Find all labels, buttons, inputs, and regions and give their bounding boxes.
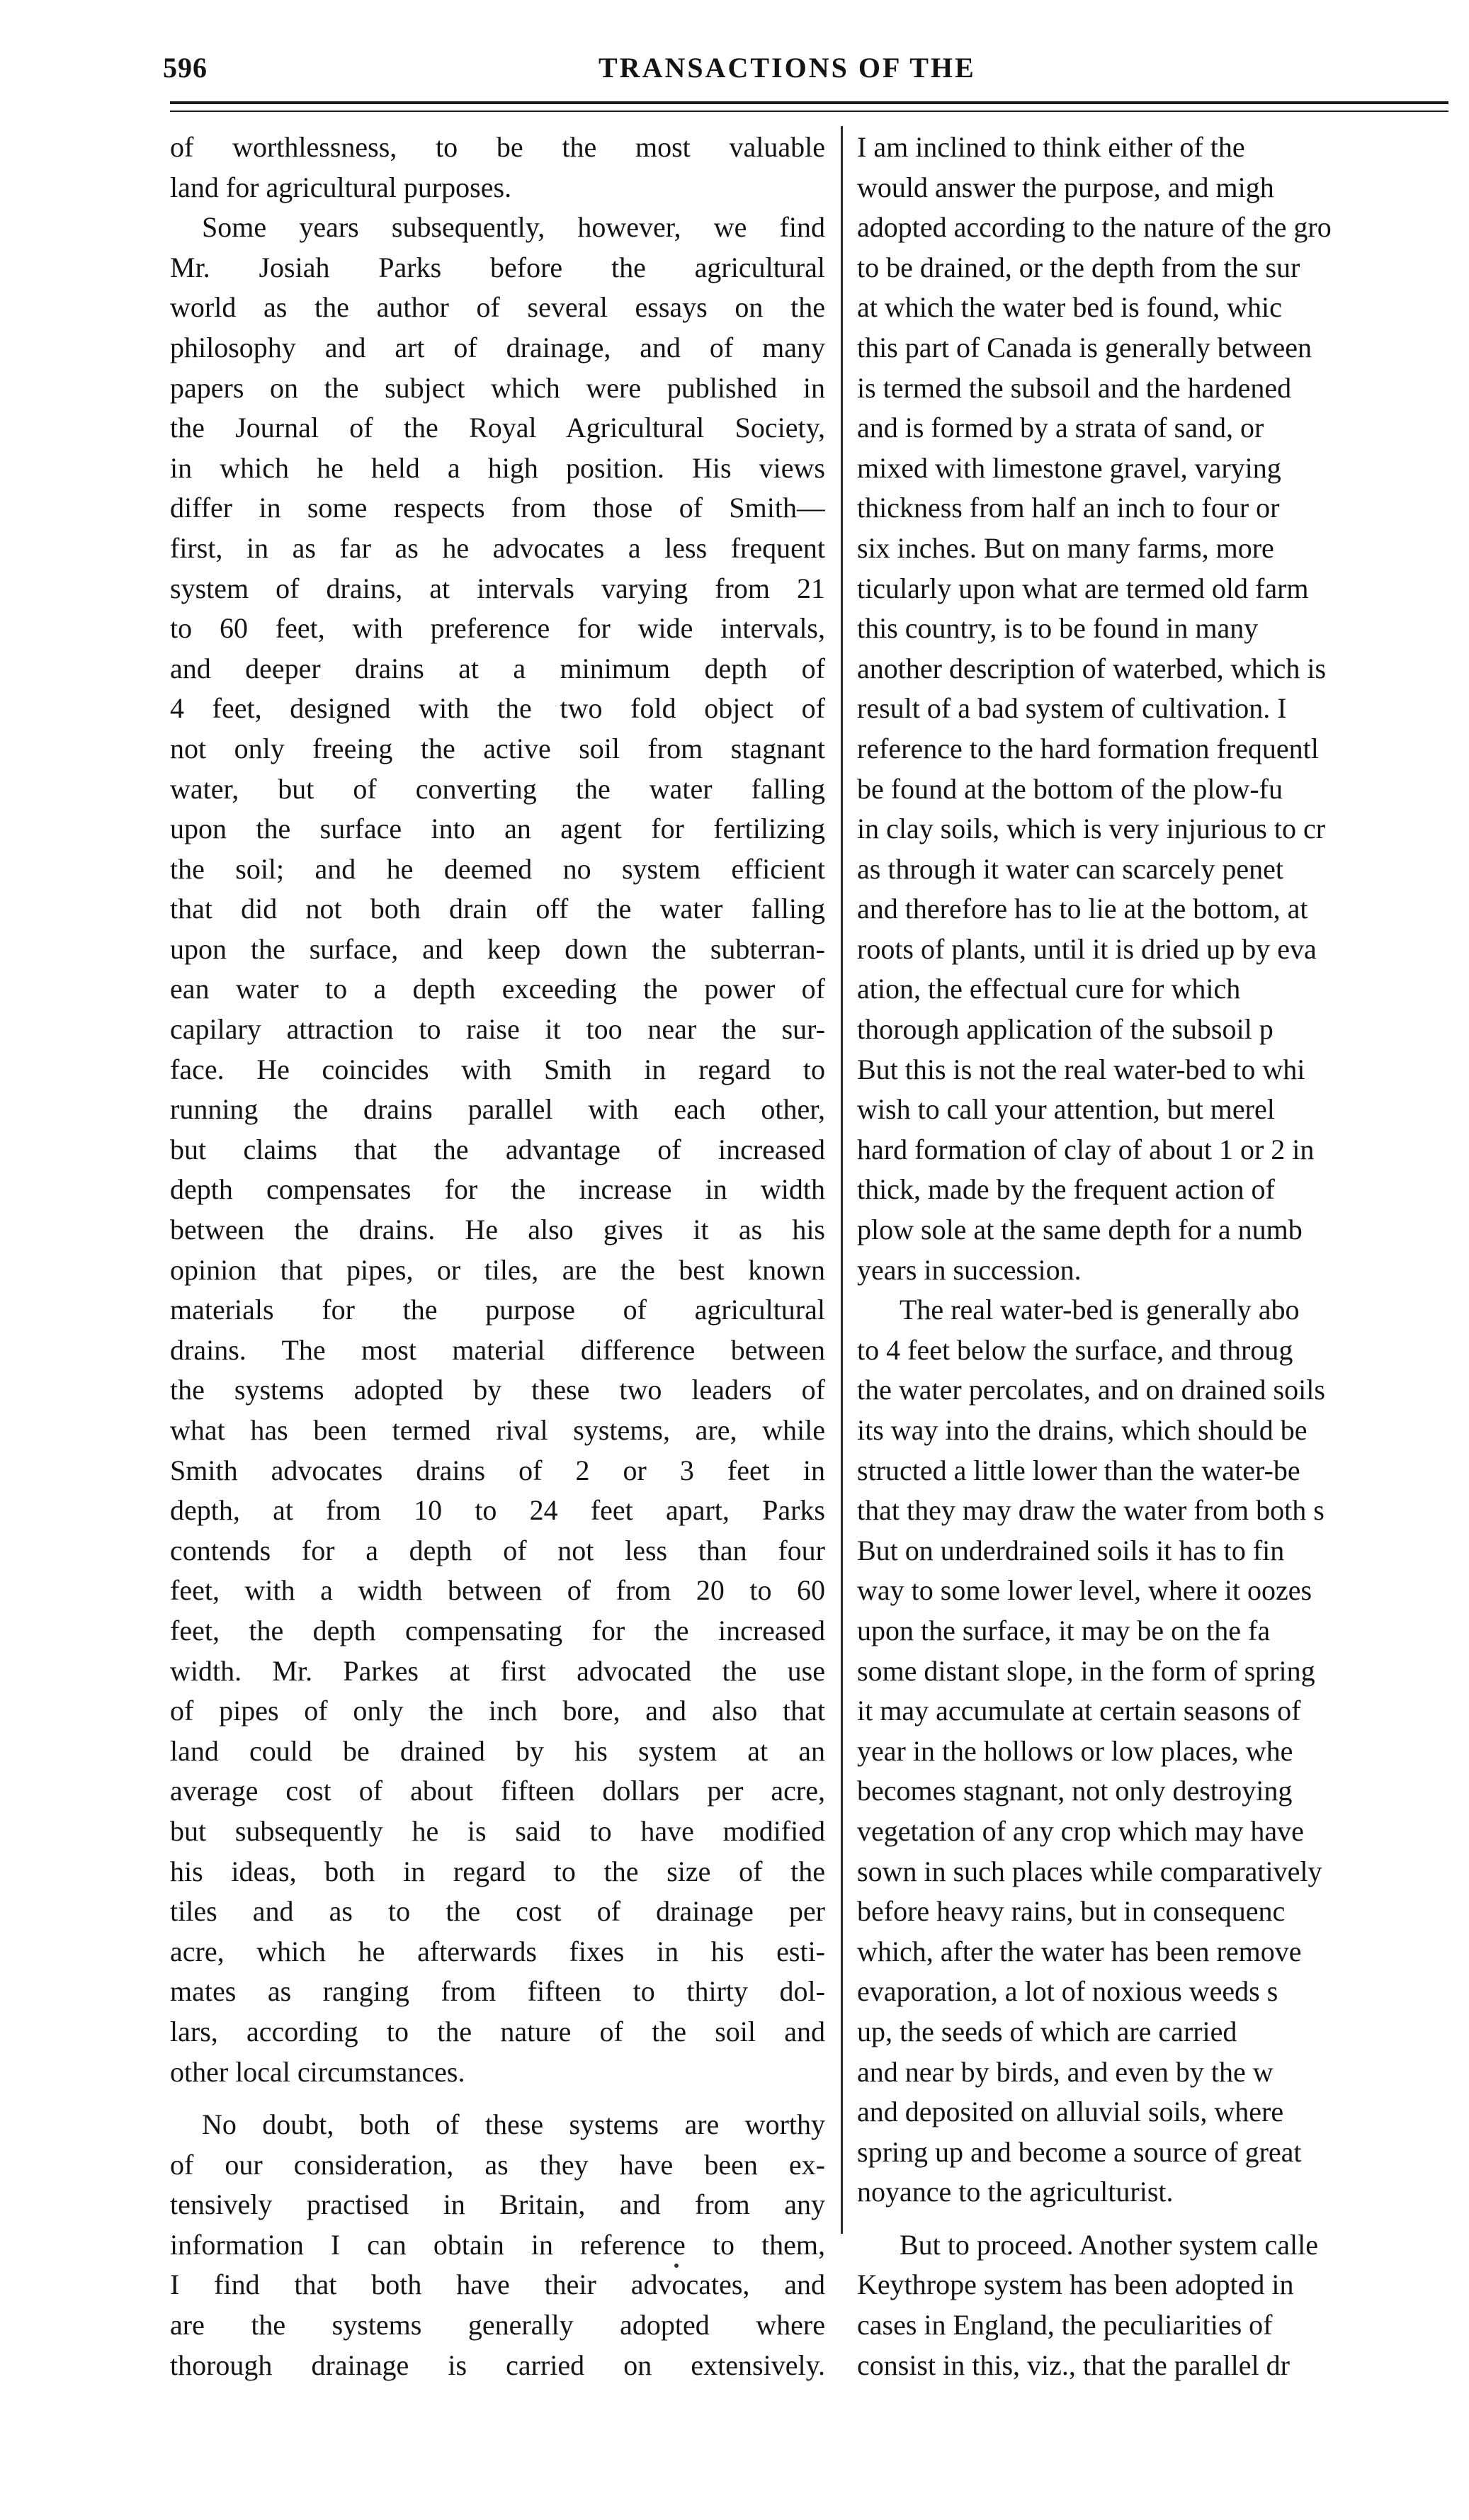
text-line: thickness from half an inch to four or [857,492,1280,524]
running-head: TRANSACTIONS OF THE [599,52,976,84]
text-line: feet, with a width between of from 20 to 60 [170,1574,825,1607]
text-line: his ideas, both in regard to the size of the [170,1855,825,1887]
text-line: Smith advocates drains of 2 or 3 feet in [170,1454,825,1486]
text-line: I find that both have their advocates, and [170,2268,825,2301]
text-line: plow sole at the same depth for a numb [857,1214,1303,1246]
text-line: roots of plants, until it is dried up by eva [857,932,1317,965]
text-line: of worthlessness, to be the most valuable [170,131,825,163]
text-line: thorough application of the subsoil p [857,1013,1274,1046]
text-line: Some years subsequently, however, we find [202,211,825,244]
text-line: and therefore has to lie at the bottom, at [857,893,1308,925]
text-line: up, the seeds of which are carried [857,2015,1237,2047]
text-line: year in the hollows or low places, whe [857,1734,1293,1767]
text-line: contends for a depth of not less than four [170,1534,825,1566]
text-line: six inches. But on many farms, more [857,531,1274,564]
text-line: mixed with limestone gravel, varying [857,451,1281,484]
text-line: years in succession. [857,1253,1082,1286]
text-line: would answer the purpose, and migh [857,171,1274,203]
text-line: way to some lower level, where it oozes [857,1574,1312,1607]
text-line: and is formed by a strata of sand, or [857,412,1264,444]
page-mark [674,2264,679,2268]
text-line: in which he held a high position. His views [170,451,825,484]
text-line: land for agricultural purposes. [170,171,512,203]
text-line: and deeper drains at a minimum depth of [170,652,825,684]
text-line: to 4 feet below the surface, and throug [857,1333,1293,1366]
text-line: to be drained, or the depth from the sur [857,251,1300,283]
text-line: noyance to the agriculturist. [857,2176,1174,2208]
text-line: lars, according to the nature of the soil and [170,2015,825,2047]
text-line: as through it water can scarcely penet [857,852,1283,885]
text-line: information I can obtain in reference to them, [170,2228,825,2261]
text-line: depth compensates for the increase in width [170,1173,825,1206]
text-line: land could be drained by his system at an [170,1734,825,1767]
text-line: at which the water bed is found, whic [857,291,1282,324]
text-line: reference to the hard formation frequentl [857,732,1319,764]
text-line: structed a little lower than the water-be [857,1454,1300,1486]
text-line: But on underdrained soils it has to fin [857,1534,1285,1566]
page-number: 596 [163,52,208,84]
text-line: and deposited on alluvial soils, where [857,2096,1284,2128]
text-line: width. Mr. Parkes at first advocated the use [170,1654,825,1687]
text-line: that did not both drain off the water falling [170,893,825,925]
text-line: between the drains. He also gives it as his [170,1214,825,1246]
text-line: this part of Canada is generally between [857,331,1312,363]
text-line: before heavy rains, but in consequenc [857,1895,1286,1928]
text-line: some distant slope, in the form of spring [857,1654,1315,1687]
text-line: ean water to a depth exceeding the power of [170,973,825,1005]
text-line: But this is not the real water-bed to whi [857,1053,1305,1085]
text-line: papers on the subject which were published in [170,371,825,404]
left-column [170,128,825,2385]
text-line: and near by birds, and even by the w [857,2055,1274,2088]
text-line: tiles and as to the cost of drainage per [170,1895,825,1928]
text-line: 4 feet, designed with the two fold object of [170,692,825,725]
text-line: Keythrope system has been adopted in [857,2268,1294,2301]
text-line: upon the surface, and keep down the subterran- [170,932,825,965]
text-line: in clay soils, which is very injurious to cr [857,813,1326,845]
text-line: differ in some respects from those of Smith— [170,492,825,524]
text-line: No doubt, both of these systems are worthy [202,2108,825,2141]
text-line: the systems adopted by these two leaders of [170,1374,825,1406]
text-line: water, but of converting the water falling [170,772,825,805]
text-line: becomes stagnant, not only destroying [857,1775,1293,1807]
text-line: be found at the bottom of the plow-fu [857,772,1283,805]
text-line: it may accumulate at certain seasons of [857,1695,1301,1727]
text-line: the Journal of the Royal Agricultural Society, [170,412,825,444]
text-line: result of a bad system of cultivation. I [857,692,1287,725]
text-line: thorough drainage is carried on extensively. [170,2349,825,2381]
text-line: this country, is to be found in many [857,612,1259,645]
text-line: opinion that pipes, or tiles, are the best known [170,1253,825,1286]
header-rule-thick [170,101,1448,104]
text-line: The real water-bed is generally abo [900,1294,1300,1326]
text-line: acre, which he afterwards fixes in his esti- [170,1935,825,1967]
text-line: upon the surface into an agent for fertilizing [170,813,825,845]
text-line: are the systems generally adopted where [170,2309,825,2341]
text-line: system of drains, at intervals varying from 21 [170,572,825,604]
text-line: mates as ranging from fifteen to thirty dol- [170,1975,825,2008]
text-line: wish to call your attention, but merel [857,1093,1275,1126]
text-line: average cost of about fifteen dollars per acre, [170,1775,825,1807]
text-line: not only freeing the active soil from stagnant [170,732,825,764]
text-line: sown in such places while comparatively [857,1855,1322,1887]
text-line: depth, at from 10 to 24 feet apart, Parks [170,1494,825,1527]
text-line: of our consideration, as they have been ex- [170,2148,825,2181]
text-line: face. He coincides with Smith in regard to [170,1053,825,1085]
text-line: hard formation of clay of about 1 or 2 in [857,1133,1315,1165]
text-line: philosophy and art of drainage, and of many [170,331,825,363]
text-line: thick, made by the frequent action of [857,1173,1275,1206]
text-line: but subsequently he is said to have modified [170,1814,825,1847]
text-line: world as the author of several essays on the [170,291,825,324]
text-line: drains. The most material difference between [170,1333,825,1366]
text-line: vegetation of any crop which may have [857,1814,1304,1847]
text-line: to 60 feet, with preference for wide intervals, [170,612,825,645]
text-line: the water percolates, and on drained soils [857,1374,1325,1406]
paragraph-gap [170,2092,825,2105]
column-divider [841,126,843,2234]
text-line: its way into the drains, which should be [857,1414,1308,1446]
text-line: adopted according to the nature of the gro [857,211,1332,244]
text-line: But to proceed. Another system calle [900,2228,1318,2261]
text-line: capilary attraction to raise it too near the sur- [170,1013,825,1046]
text-line: upon the surface, it may be on the fa [857,1614,1271,1646]
text-line: ticularly upon what are termed old farm [857,572,1309,604]
text-line: ation, the effectual cure for which [857,973,1241,1005]
right-column [857,128,1452,2385]
text-line: spring up and become a source of great [857,2135,1302,2168]
text-line: consist in this, viz., that the parallel dr [857,2349,1290,2381]
text-line: is termed the subsoil and the hardened [857,371,1292,404]
text-line: another description of waterbed, which is [857,652,1327,684]
text-line: first, in as far as he advocates a less frequent [170,531,825,564]
text-line: I am inclined to think either of the [857,131,1245,163]
text-line: other local circumstances. [170,2055,465,2088]
text-line: what has been termed rival systems, are, while [170,1414,825,1446]
text-line: materials for the purpose of agricultural [170,1294,825,1326]
text-line: of pipes of only the inch bore, and also that [170,1695,825,1727]
text-line: evaporation, a lot of noxious weeds s [857,1975,1278,2008]
text-line: that they may draw the water from both s [857,1494,1325,1527]
text-line: feet, the depth compensating for the increased [170,1614,825,1646]
header-rule-thin [170,111,1448,112]
paragraph-gap [857,2213,1452,2225]
text-line: cases in England, the peculiarities of [857,2309,1273,2341]
text-line: which, after the water has been remove [857,1935,1302,1967]
text-line: but claims that the advantage of increased [170,1133,825,1165]
text-line: running the drains parallel with each other, [170,1093,825,1126]
text-line: Mr. Josiah Parks before the agricultural [170,251,825,283]
text-line: the soil; and he deemed no system efficient [170,852,825,885]
text-line: tensively practised in Britain, and from any [170,2188,825,2221]
